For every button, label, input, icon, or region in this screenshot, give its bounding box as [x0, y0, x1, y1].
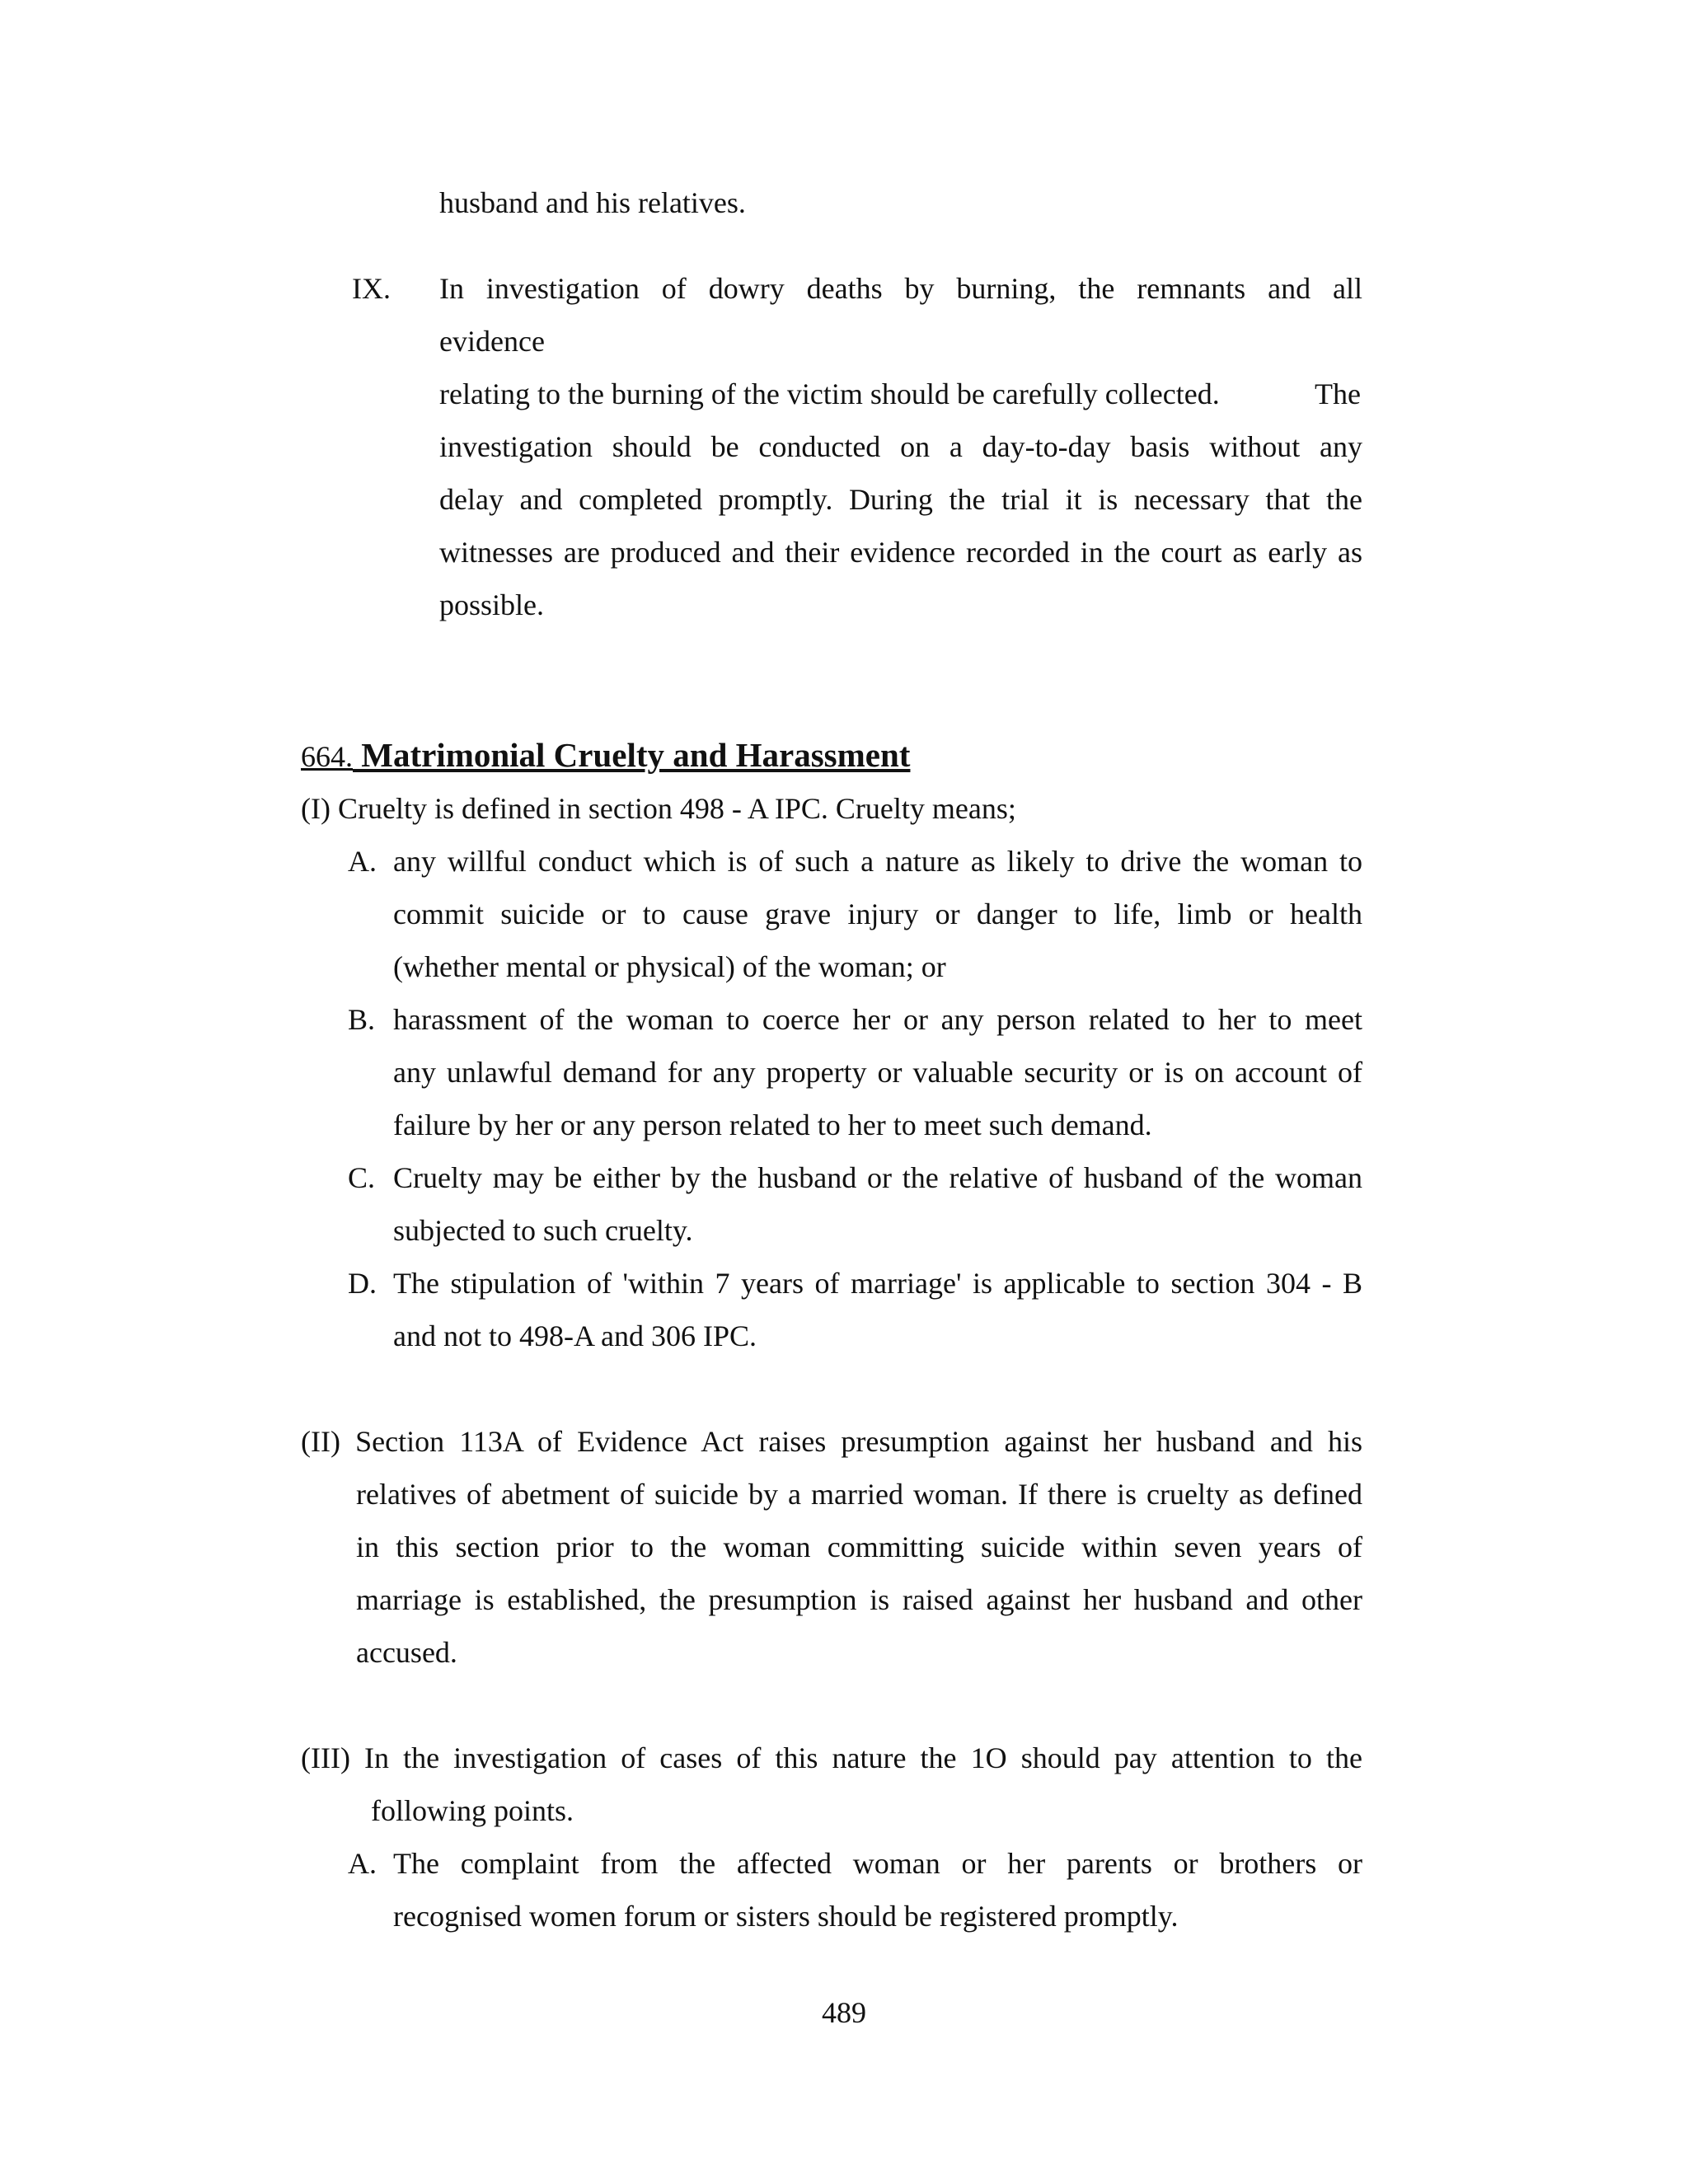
paragraph-line: (II) Section 113A of Evidence Act raises presumption against her husband and his	[301, 1425, 1362, 1458]
paragraph-line: investigation should be conducted on a day-to-day basis without any	[439, 430, 1362, 463]
paragraph-line: witnesses are produced and their evidence recorded in the court as early as	[439, 536, 1362, 569]
paragraph-line: following points.	[371, 1794, 574, 1827]
list-item-line: failure by her or any person related to her to meet such demand.	[393, 1108, 1152, 1141]
section-title: Matrimonial Cruelty and Harassment	[353, 736, 911, 774]
list-item-line: The complaint from the affected woman or her parents or brothers or	[393, 1847, 1362, 1880]
list-item-line: any unlawful demand for any property or valuable security or is on account of	[393, 1056, 1362, 1089]
paragraph-line: possible.	[439, 588, 545, 621]
paragraph-line: The	[1315, 377, 1361, 410]
paragraph-line: marriage is established, the presumption is raised against her husband and other	[356, 1583, 1362, 1616]
paragraph-line: (III) In the investigation of cases of this nature the 1O should pay attention to the	[301, 1741, 1362, 1774]
paragraph-line: accused.	[356, 1636, 457, 1669]
list-marker: C.	[348, 1161, 376, 1194]
list-item-line: subjected to such cruelty.	[393, 1214, 693, 1247]
paragraph-line: relating to the burning of the victim should be carefully collected.	[439, 377, 1220, 410]
list-marker-ix: IX.	[352, 272, 391, 305]
list-marker: D.	[348, 1267, 377, 1300]
list-item-line: recognised women forum or sisters should be registered promptly.	[393, 1900, 1179, 1933]
list-item-line: Cruelty may be either by the husband or the relative of husband of the woman	[393, 1161, 1362, 1194]
section-heading	[301, 729, 910, 783]
paragraph-line: In investigation of dowry deaths by burning, the remnants and all	[439, 272, 1362, 305]
list-item-line: The stipulation of 'within 7 years of marriage' is applicable to section 304 - B	[393, 1267, 1362, 1300]
paragraph-line: evidence	[439, 325, 545, 358]
list-item-line: and not to 498-A and 306 IPC.	[393, 1319, 757, 1352]
list-marker: B.	[348, 1003, 376, 1036]
paragraph-line: in this section prior to the woman committing suicide within seven years of	[356, 1530, 1362, 1563]
list-item-line: commit suicide or to cause grave injury or danger to life, limb or health	[393, 898, 1362, 930]
list-item-line: any willful conduct which is of such a nature as likely to drive the woman to	[393, 845, 1362, 878]
list-marker: A.	[348, 1847, 377, 1880]
list-item-line: (whether mental or physical) of the woman; or	[393, 950, 946, 983]
paragraph-line: (I) Cruelty is defined in section 498 - A IPC. Cruelty means;	[301, 792, 1016, 825]
list-item-line: harassment of the woman to coerce her or any person related to her to meet	[393, 1003, 1362, 1036]
list-marker: A.	[348, 845, 377, 878]
section-number: 664.	[301, 740, 353, 773]
page-number: 489	[822, 1996, 866, 2029]
continuation-line: husband and his relatives.	[439, 186, 746, 219]
paragraph-line: delay and completed promptly. During the trial it is necessary that the	[439, 483, 1362, 516]
paragraph-line: relatives of abetment of suicide by a married woman. If there is cruelty as defined	[356, 1478, 1362, 1511]
